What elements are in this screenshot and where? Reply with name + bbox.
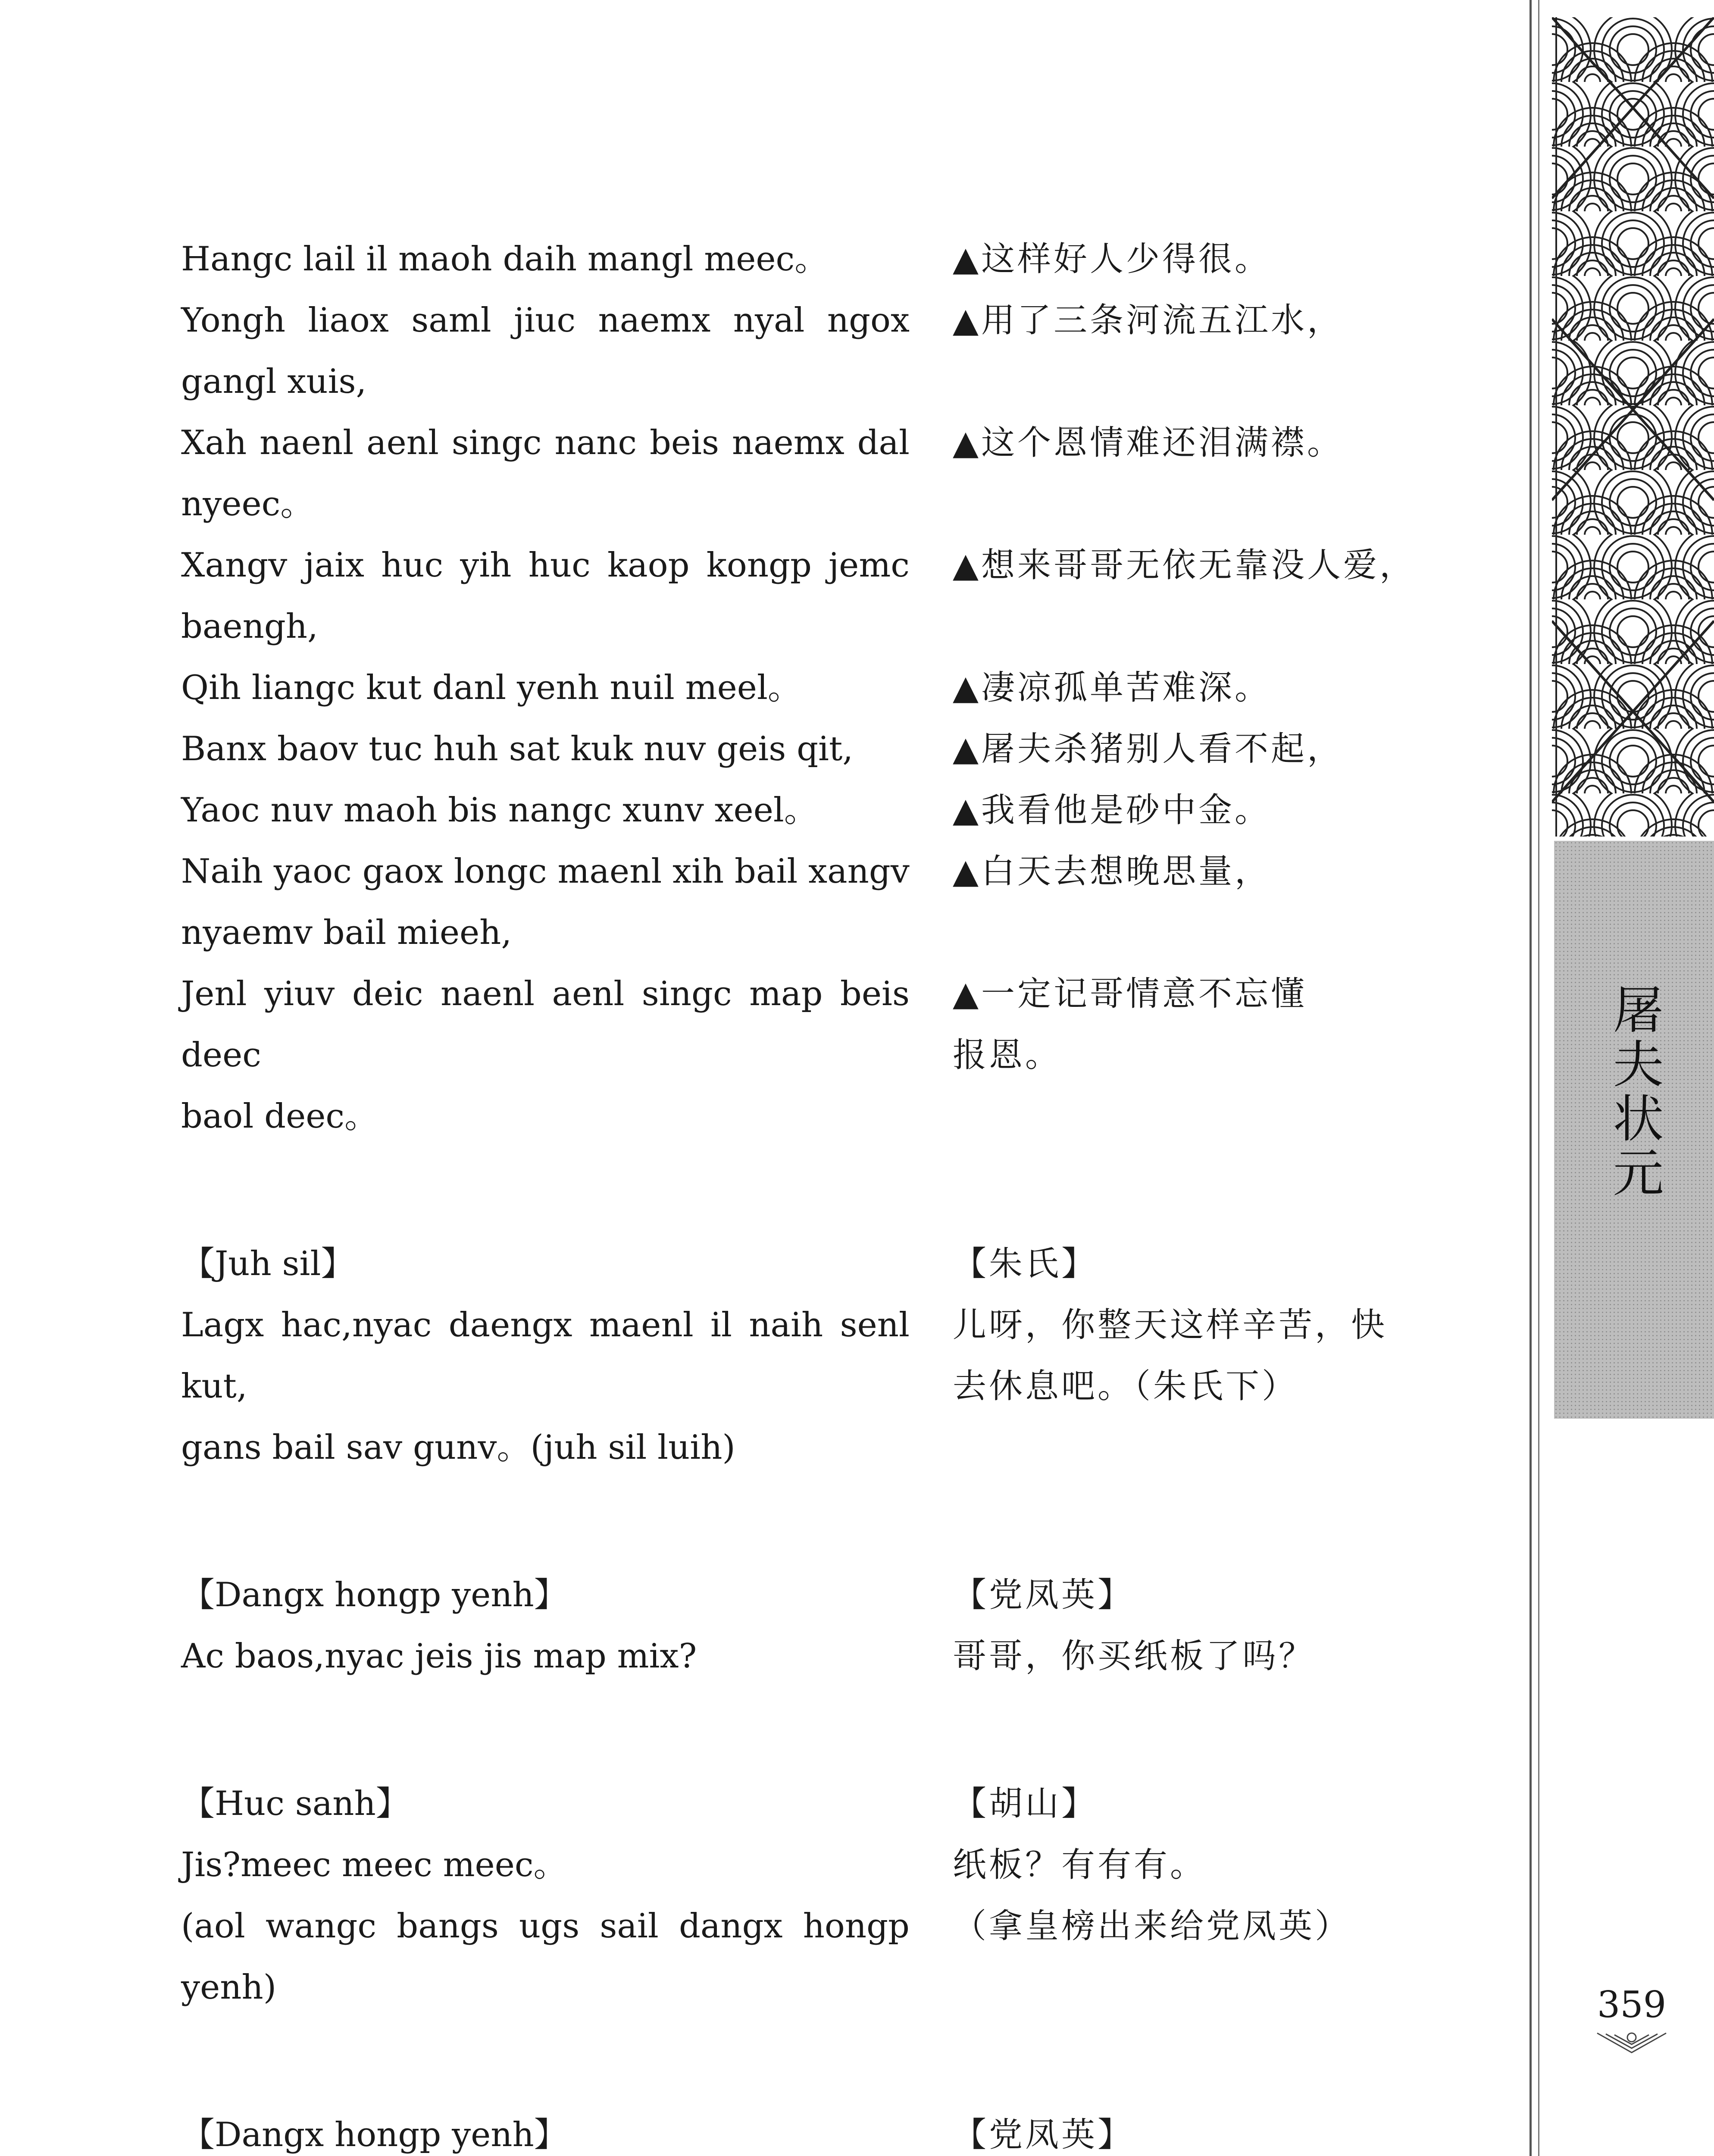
speaker-row [181,1564,1466,1626]
verse-row [181,290,1466,412]
dong-text [181,290,948,412]
speaker-name-dong: 【Dangx hongp yenh】 [181,1576,568,1614]
dialogue-row [181,1294,1466,1478]
cloud-pattern-ornament [1552,17,1714,837]
dong-line: Jenl yiuv deic naenl aenl singc map beis deec [181,975,910,1075]
dong-line: nyaemv bail mieeh, [181,913,512,952]
dong-line: gans bail sav gunv。(juh sil luih) [181,1428,735,1467]
dong-text [181,841,948,963]
dialogue-block [181,1564,1466,1687]
chinese-text [953,229,1431,290]
chinese-line: ▲我看他是砂中金。 [953,791,1271,830]
dong-line: Lagx hac,nyac daengx maenl il naih senl kut, [181,1306,910,1406]
speaker-name-chinese: 【党凤英】 [953,2115,1134,2154]
dong-text [181,1834,948,1896]
speaker-row [181,1233,1466,1294]
dong-text [181,718,948,780]
chinese-text [953,1896,1431,2018]
chinese-line: ▲屠夫杀猪别人看不起， [953,730,1343,768]
chinese-text [953,780,1431,841]
dong-text [181,229,948,290]
chinese-line: ▲这个恩情难还泪满襟。 [953,423,1343,462]
dialogue-row [181,1834,1466,1896]
chinese-line: ▲一定记哥情意不忘懂 [953,975,1307,1013]
stage-direction-row [181,1896,1466,2018]
chinese-line: （拿皇榜出来给党凤英） [953,1907,1351,1946]
verse-row [181,841,1466,963]
chinese-line: 儿呀，你整天这样辛苦，快 [953,1306,1388,1344]
chinese-line: ▲用了三条河流五江水， [953,301,1343,340]
chinese-line: ▲这样好人少得很。 [953,240,1271,279]
side-title-band [1554,841,1714,1419]
dong-line: Qih liangc kut danl yenh nuil meel。 [181,668,801,707]
dong-line: Xangv jaix huc yih huc kaop kongp jemc baengh, [181,546,910,646]
chinese-line: ▲白天去想晚思量， [953,852,1271,891]
running-title: 屠夫状元 [1604,983,1664,1200]
dong-text [181,963,948,1147]
dong-text [181,657,948,718]
dialogue-block [181,1773,1466,2018]
chinese-text [953,1834,1431,1896]
chinese-text [953,412,1431,535]
dialogue-block [181,1233,1466,1478]
verse-block [181,229,1466,1147]
speaker-row [181,2104,1466,2156]
dong-text [181,535,948,657]
chinese-line: ▲凄凉孤单苦难深。 [953,668,1271,707]
chinese-line: 报恩。 [953,1036,1062,1075]
verse-row [181,780,1466,841]
dialogue-block [181,2104,1466,2156]
chinese-text [953,718,1431,780]
dong-text [181,780,948,841]
dong-line: Jis?meec meec meec。 [181,1846,567,1884]
chinese-text [953,1294,1431,1478]
chinese-text [953,841,1431,963]
chinese-text [953,657,1431,718]
page-number-ornament-icon [1595,2029,1668,2055]
speaker-row [181,1773,1466,1834]
speaker-name-chinese: 【胡山】 [953,1784,1098,1823]
dong-text [181,1626,948,1687]
dialogue-row [181,1626,1466,1687]
dong-line: Yaoc nuv maoh bis nangc xunv xeel。 [181,791,818,830]
dong-text [181,1896,948,2018]
dong-line: baol deec。 [181,1097,378,1136]
chinese-text [953,535,1431,657]
dong-line: Banx baov tuc huh sat kuk nuv geis qit, [181,730,854,768]
verse-row [181,229,1466,290]
dong-line: Ac baos,nyac jeis jis map mix? [181,1637,697,1676]
chinese-line: ▲想来哥哥无依无靠没人爱， [953,546,1416,585]
dong-line: Naih yaoc gaox longc maenl xih bail xangv [181,852,910,891]
speaker-name-chinese: 【党凤英】 [953,1576,1134,1614]
speaker-name-dong: 【Dangx hongp yenh】 [181,2115,568,2154]
chinese-line: 去休息吧。（朱氏下） [953,1367,1298,1406]
verse-row [181,718,1466,780]
dialogue-text [181,229,1466,2156]
page-number: 359 [1597,1984,1667,2026]
speaker-name-dong: 【Juh sil】 [181,1244,355,1283]
dong-line: (aol wangc bangs ugs sail dangx hongp yenh) [181,1907,910,2007]
chinese-line: 纸板？有有有。 [953,1846,1207,1884]
verse-row [181,963,1466,1147]
dong-line: Yongh liaox saml jiuc naemx nyal ngox gangl xuis, [181,301,910,401]
verse-row [181,657,1466,718]
verse-row [181,412,1466,535]
margin-rule [1529,0,1532,2156]
speaker-name-chinese: 【朱氏】 [953,1244,1098,1283]
dong-text [181,412,948,535]
dong-line: Xah naenl aenl singc nanc beis naemx dal nyeec。 [181,423,910,523]
chinese-line: 哥哥，你买纸板了吗？ [953,1637,1315,1676]
verse-row [181,535,1466,657]
dong-text [181,1294,948,1478]
chinese-text [953,1626,1431,1687]
dong-line: Hangc lail il maoh daih mangl meec。 [181,240,829,279]
chinese-text [953,290,1431,412]
speaker-name-dong: 【Huc sanh】 [181,1784,410,1823]
chinese-text [953,963,1431,1147]
margin-rule [1538,0,1539,2156]
